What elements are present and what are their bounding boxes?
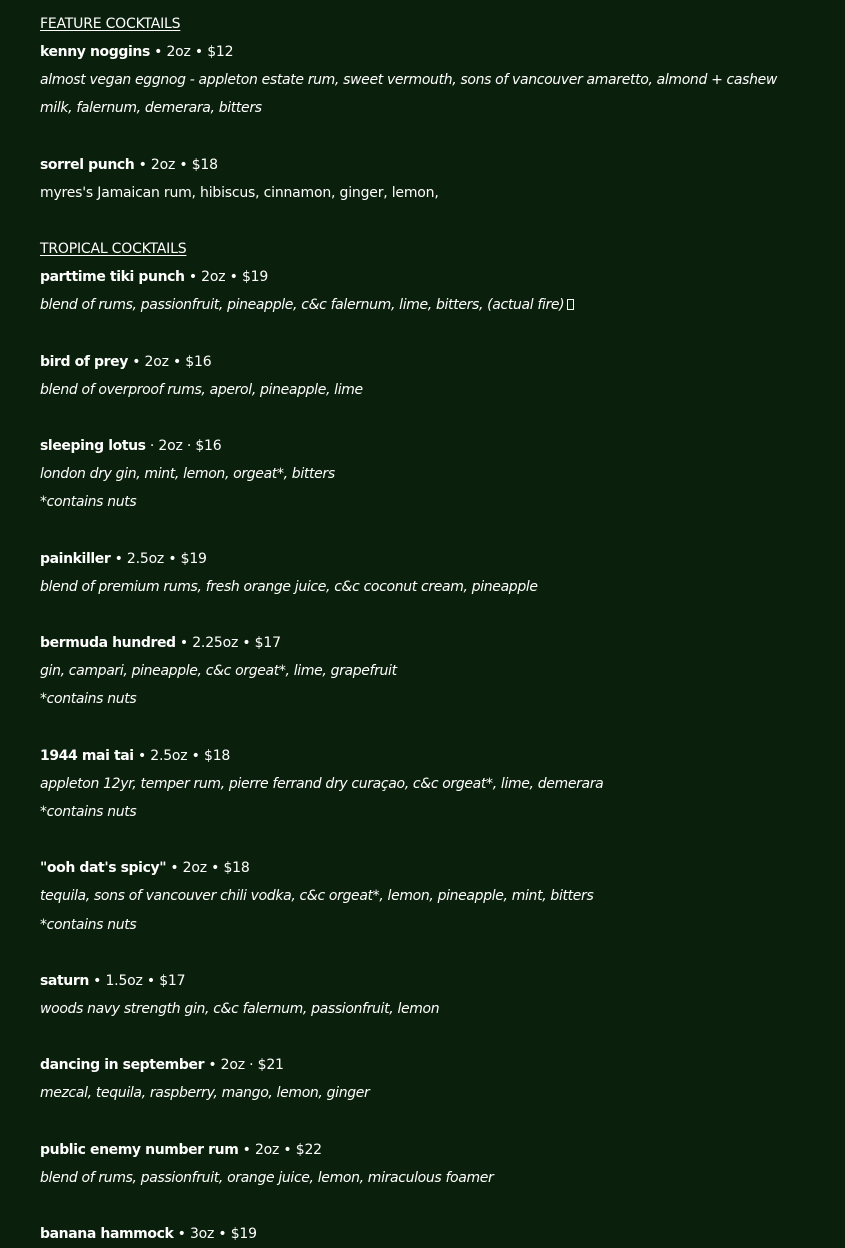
- item-description: appleton 12yr, temper rum, pierre ferrand dry curaçao, c&c orgeat*, lime, demerara: [40, 775, 604, 792]
- menu-item-title: [40, 1051, 805, 1079]
- item-name: sleeping lotus: [40, 438, 146, 455]
- section-heading-tropical: TROPICAL COCKTAILS: [40, 241, 187, 258]
- item-name: bird of prey: [40, 353, 128, 370]
- item-size-price: • 2.25oz • $17: [175, 635, 281, 652]
- item-name: banana hammock: [40, 1226, 174, 1243]
- spacer: [40, 404, 805, 432]
- menu-item-title: [40, 38, 805, 66]
- menu-item-title: [40, 545, 805, 573]
- spacer: [40, 320, 805, 348]
- item-size-price: • 3oz • $19: [173, 1226, 257, 1243]
- spacer: [40, 939, 805, 967]
- item-description: london dry gin, mint, lemon, orgeat*, bitters: [40, 466, 335, 483]
- menu-item-title: [40, 151, 805, 179]
- item-description: gin, campari, pineapple, c&c orgeat*, lime, grapefruit: [40, 663, 397, 680]
- item-size-price: · 2oz · $16: [145, 438, 222, 455]
- item-description: mezcal, tequila, raspberry, mango, lemon, ginger: [40, 1085, 370, 1102]
- item-size-price: • 2oz • $22: [238, 1141, 322, 1158]
- item-size-price: • 2oz • $18: [166, 860, 250, 877]
- spacer: [40, 1192, 805, 1220]
- spacer: [40, 714, 805, 742]
- menu-item-title: [40, 432, 805, 460]
- item-name: saturn: [40, 972, 89, 989]
- item-name: public enemy number rum: [40, 1141, 239, 1158]
- item-size-price: • 1.5oz • $17: [88, 972, 186, 989]
- menu-item-title: [40, 348, 805, 376]
- item-description: blend of rums, passionfruit, orange juice, lemon, miraculous foamer: [40, 1169, 494, 1186]
- item-description: blend of overproof rums, aperol, pineapple, lime: [40, 381, 363, 398]
- item-description: almost vegan eggnog - appleton estate rum, sweet vermouth, sons of vancouver amaretto, almond + cashew milk, falernum, demerara, bitters: [40, 72, 777, 117]
- allergen-note: *contains nuts: [40, 916, 137, 933]
- item-size-price: • 2.5oz • $19: [110, 550, 207, 567]
- menu-item-title: [40, 1136, 805, 1164]
- menu-item-title: [40, 1220, 805, 1248]
- menu-item-title: [40, 854, 805, 882]
- item-description: myres's Jamaican rum, hibiscus, cinnamon, ginger, lemon,: [40, 184, 439, 201]
- menu-item-title: [40, 742, 805, 770]
- item-description: blend of premium rums, fresh orange juice, c&c coconut cream, pineapple: [40, 578, 538, 595]
- section-heading-feature: FEATURE COCKTAILS: [40, 16, 181, 32]
- allergen-note: *contains nuts: [40, 691, 137, 708]
- item-size-price: • 2oz · $21: [204, 1057, 284, 1074]
- allergen-note: *contains nuts: [40, 803, 137, 820]
- item-size-price: • 2.5oz • $18: [133, 747, 231, 764]
- item-size-price: • 2oz • $16: [127, 353, 212, 370]
- item-size-price: • 2oz • $18: [134, 156, 218, 173]
- item-description: woods navy strength gin, c&c falernum, passionfruit, lemon: [40, 1000, 440, 1017]
- allergen-note: *contains nuts: [40, 494, 137, 511]
- item-name: bermuda hundred: [40, 635, 176, 652]
- item-name: parttime tiki punch: [40, 269, 185, 286]
- menu-item-title: [40, 629, 805, 657]
- fire-emoji-icon: [567, 299, 574, 310]
- item-name: 1944 mai tai: [40, 747, 134, 764]
- item-name: kenny noggins: [40, 44, 150, 61]
- item-size-price: • 2oz • $19: [184, 269, 269, 286]
- item-name: sorrel punch: [40, 156, 135, 173]
- item-description: tequila, sons of vancouver chili vodka, c&c orgeat*, lemon, pineapple, mint, bitters: [40, 888, 594, 905]
- spacer: [40, 207, 805, 235]
- spacer: [40, 826, 805, 854]
- spacer: [40, 517, 805, 545]
- item-name: painkiller: [40, 550, 111, 567]
- menu-item-title: [40, 967, 805, 995]
- menu-item-title: [40, 263, 805, 291]
- item-description-row: [40, 291, 805, 319]
- item-name: dancing in september: [40, 1057, 205, 1074]
- item-description: blend of rums, passionfruit, pineapple, c&c falernum, lime, bitters, (actual fire): [40, 297, 565, 314]
- spacer: [40, 601, 805, 629]
- item-name: "ooh dat's spicy": [40, 860, 167, 877]
- spacer: [40, 1108, 805, 1136]
- item-size-price: • 2oz • $12: [149, 44, 234, 61]
- spacer: [40, 123, 805, 151]
- spacer: [40, 1023, 805, 1051]
